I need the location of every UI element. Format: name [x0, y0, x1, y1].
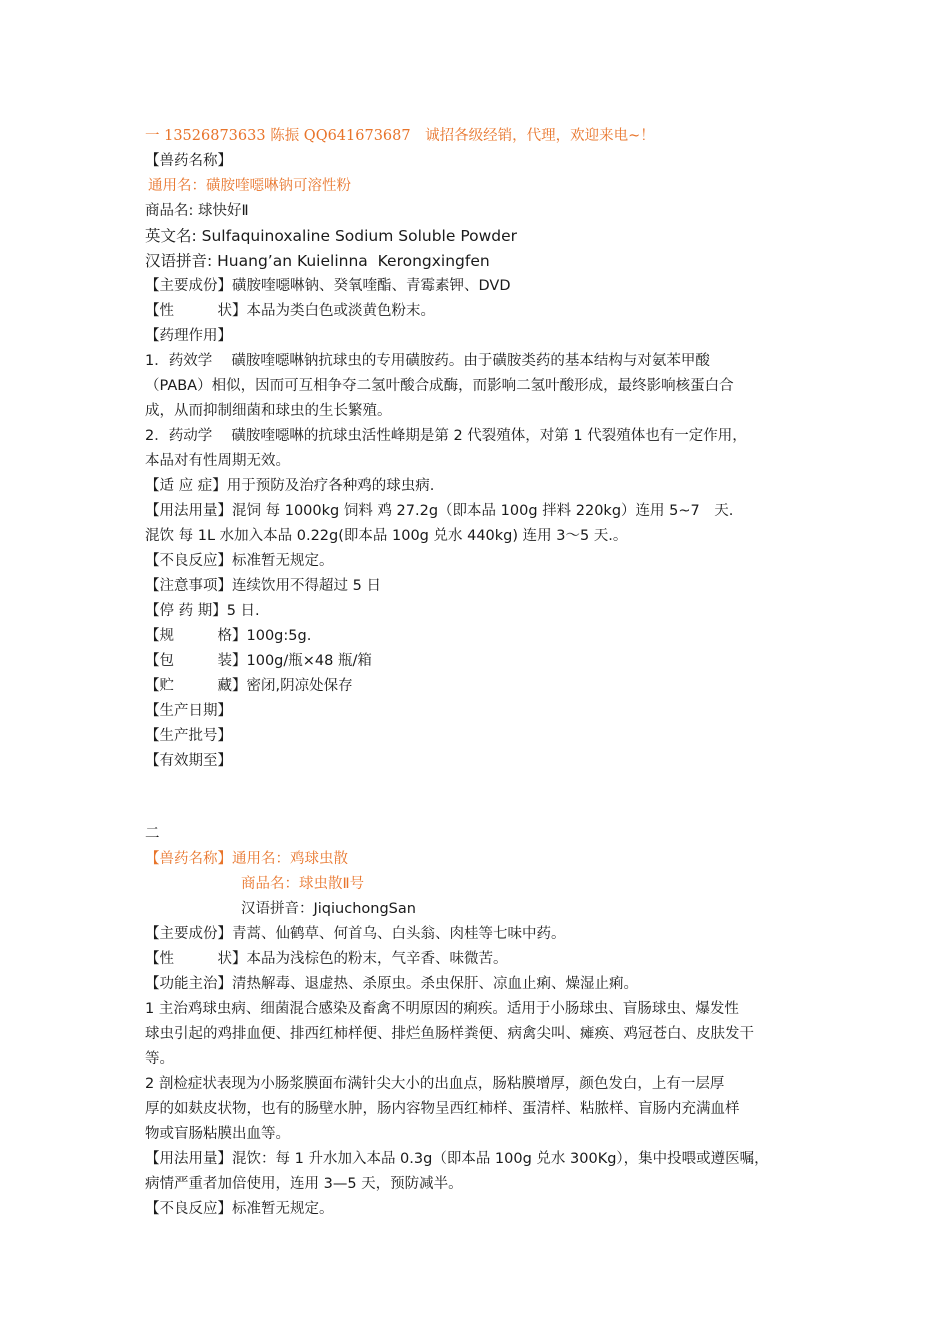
- main-ingredients: 【主要成份】青蒿、仙鹤草、何首乌、白头翁、肉桂等七味中药。: [145, 926, 566, 942]
- expiry-date: 【有效期至】: [145, 753, 232, 769]
- indication-paragraph-line: 1 主治鸡球虫病、细菌混合感染及畜禽不明原因的痢疾。适用于小肠球虫、盲肠球虫、爆发性: [145, 1001, 739, 1017]
- autopsy-paragraph-line: 物或盲肠粘膜出血等。: [145, 1126, 290, 1142]
- generic-name: 通用名：磺胺喹噁啉钠可溶性粉: [148, 178, 351, 194]
- english-name: 英文名: Sulfaquinoxaline Sodium Soluble Powder: [145, 227, 518, 245]
- specification: 【规 格】100g:5g.: [145, 628, 312, 644]
- batch-number: 【生产批号】: [145, 728, 232, 744]
- dosage-line: 【用法用量】混饲 每 1000kg 饲料 鸡 27.2g（即本品 100g 拌料 220kg）连用 5~7 天.: [145, 503, 734, 519]
- storage: 【贮 藏】密闭,阴凉处保存: [145, 678, 353, 694]
- section-number: 二: [145, 826, 160, 842]
- pinyin-name: 汉语拼音：JiqiuchongSan: [241, 901, 416, 917]
- trade-name: 商品名: 球快好Ⅱ: [145, 203, 249, 219]
- packaging: 【包 装】100g/瓶×48 瓶/箱: [145, 653, 372, 669]
- pharmacokinetics-line: 2．药动学 磺胺喹噁啉的抗球虫活性峰期是第 2 代裂殖体，对第 1 代裂殖体也有一定作用，: [145, 428, 747, 444]
- dosage-line: 病情严重者加倍使用，连用 3—5 天，预防减半。: [145, 1176, 463, 1192]
- pharmacodynamics-line: 1．药效学 磺胺喹噁啉钠抗球虫的专用磺胺药。由于磺胺类药的基本结构与对氨苯甲酸: [145, 353, 710, 369]
- contact-header: 一 13526873633 陈振 QQ641673687 诚招各级经销，代理，欢迎来电~！: [145, 128, 655, 144]
- pharmacology-title: 【药理作用】: [145, 328, 232, 344]
- adverse-reactions: 【不良反应】标准暂无规定。: [145, 553, 334, 569]
- production-date: 【生产日期】: [145, 703, 232, 719]
- trade-name: 商品名：球虫散Ⅱ号: [241, 876, 365, 892]
- precautions: 【注意事项】连续饮用不得超过 5 日: [145, 578, 381, 594]
- indication-paragraph-line: 球虫引起的鸡排血便、排西红柿样便、排烂鱼肠样粪便、病禽尖叫、瘫痪、鸡冠苍白、皮肤发干: [145, 1026, 754, 1042]
- vet-drug-name-title: 【兽药名称】: [145, 153, 232, 169]
- appearance: 【性 状】本品为类白色或淡黄色粉末。: [145, 303, 435, 319]
- pinyin-name: 汉语拼音: Huang’an Kuielinna Kerongxingfen: [145, 252, 490, 270]
- adverse-reactions: 【不良反应】标准暂无规定。: [145, 1201, 334, 1217]
- indication-paragraph-line: 等。: [145, 1051, 174, 1067]
- function-indications: 【功能主治】清热解毒、退虚热、杀原虫。杀虫保肝、凉血止痢、燥湿止痢。: [145, 976, 638, 992]
- pharmacokinetics-line: 本品对有性周期无效。: [145, 453, 290, 469]
- withdrawal-period: 【停 药 期】5 日.: [145, 603, 260, 619]
- indications: 【适 应 症】用于预防及治疗各种鸡的球虫病.: [145, 478, 435, 494]
- main-ingredients: 【主要成份】磺胺喹噁啉钠、癸氧喹酯、青霉素钾、DVD: [145, 278, 511, 294]
- pharmacodynamics-line: （PABA）相似，因而可互相争夺二氢叶酸合成酶，而影响二氢叶酸形成，最终影响核蛋白合: [145, 378, 734, 394]
- autopsy-paragraph-line: 厚的如麸皮状物，也有的肠壁水肿，肠内容物呈西红柿样、蛋清样、粘脓样、盲肠内充满血样: [145, 1101, 740, 1117]
- pharmacodynamics-line: 成，从而抑制细菌和球虫的生长繁殖。: [145, 403, 392, 419]
- dosage-line: 【用法用量】混饮：每 1 升水加入本品 0.3g（即本品 100g 兑水 300Kg），集中投喂或遵医嘱，: [145, 1151, 769, 1167]
- vet-drug-name-line: 【兽药名称】通用名：鸡球虫散: [145, 851, 348, 867]
- appearance: 【性 状】本品为浅棕色的粉末，气辛香、味微苦。: [145, 951, 508, 967]
- autopsy-paragraph-line: 2 剖检症状表现为小肠浆膜面布满针尖大小的出血点，肠粘膜增厚，颜色发白，上有一层厚: [145, 1076, 725, 1092]
- dosage-line: 混饮 每 1L 水加入本品 0.22g(即本品 100g 兑水 440kg) 连用 3～5 天.。: [145, 528, 628, 544]
